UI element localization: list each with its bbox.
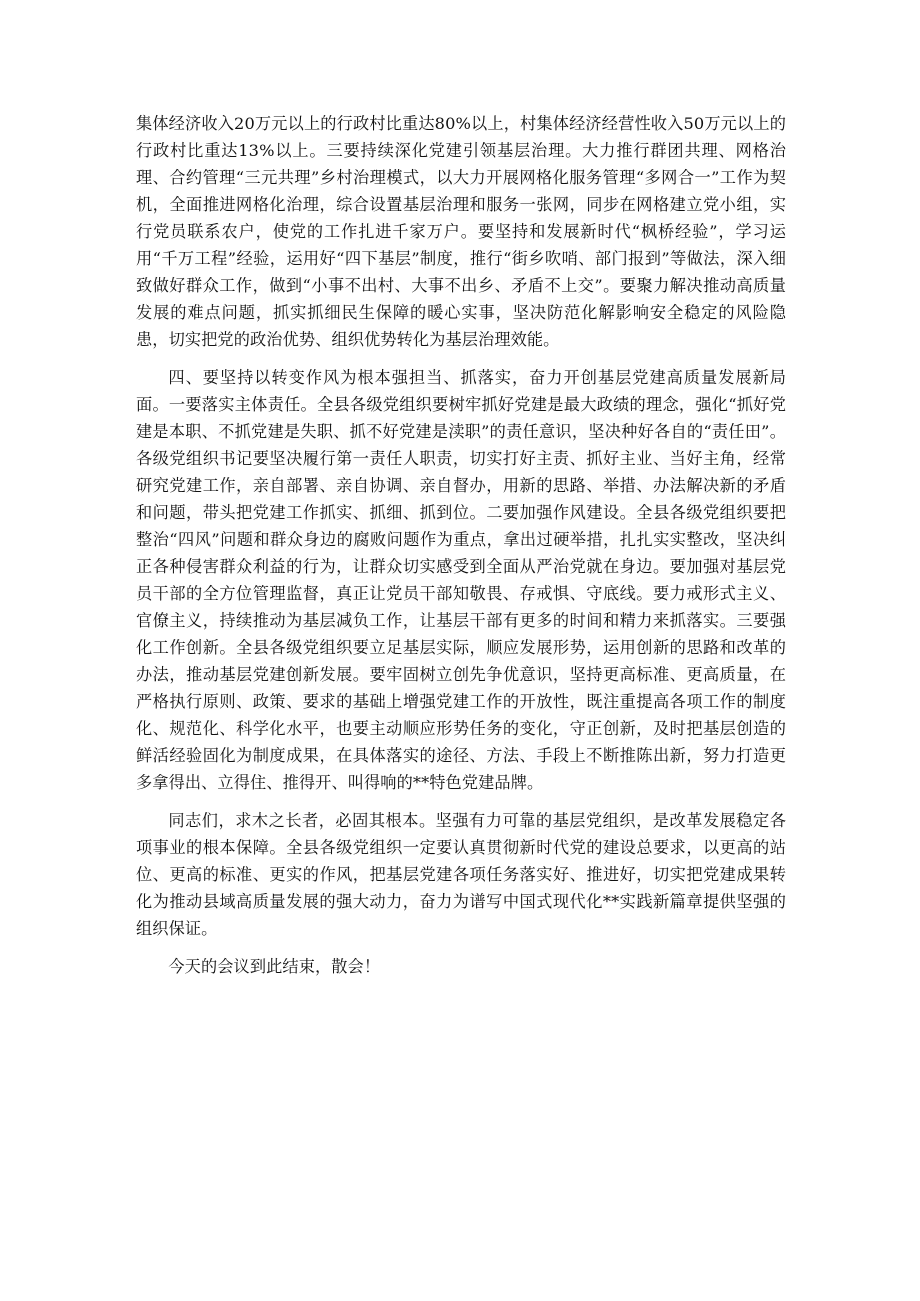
paragraph-closing: 今天的会议到此结束，散会！ <box>168 957 381 976</box>
paragraph-continuation: 集体经济收入20万元以上的行政村比重达80%以上，村集体经济经营性收入50万元以上的行政村比重达13%以上。三要持续深化党建引领基层治理。大力推行群团共理、网格治理、合约管理“三元共理”乡村治理模式，以大力开展网格化服务管理“多网合一”工作为契机，全面推进网格化治理，综合设置基层治理和服务一张网，同步在网格建立党小组，实行党员联系农户，使党的工作扎进千家万户。要坚持和发展新时代“枫桥经验”，学习运用“千万工程”经验，运用好“四下基层”制度，推行“街乡吹哨、部门报到”等做法，深入细致做好群众工作，做到“小事不出村、大事不出乡、矛盾不上交”。要聚力解决推动高质量发展的难点问题，抓实抓细民生保障的暖心实事，坚决防范化解影响安全稳定的风险隐患，切实把党的政治优势、组织优势转化为基层治理效能。 <box>136 114 786 349</box>
paragraph-section-four: 四、要坚持以转变作风为根本强担当、抓落实，奋力开创基层党建高质量发展新局面。一要落实主体责任。全县各级党组织要树牢抓好党建是最大政绩的理念，强化“抓好党建是本职、不抓党建是失职、抓不好党建是渎职”的责任意识，坚决种好各自的“责任田”。各级党组织书记要坚决履行第一责任人职责，切实打好主责、抓好主业、当好主角，经常研究党建工作，亲自部署、亲自协调、亲自督办，用新的思路、举措、办法解决新的矛盾和问题，带头把党建工作抓实、抓细、抓到位。二要加强作风建设。全县各级党组织要把整治“四风”问题和群众身边的腐败问题作为重点，拿出过硬举措，扎扎实实整改，坚决纠正各种侵害群众利益的行为，让群众切实感受到全面从严治党就在身边。要加强对基层党员干部的全方位管理监督，真正让党员干部知敬畏、存戒惧、守底线。要力戒形式主义、官僚主义，持续推动为基层减负工作，让基层干部有更多的时间和精力来抓落实。三要强化工作创新。全县各级党组织要立足基层实际，顺应发展形势，运用创新的思路和改革的办法，推动基层党建创新发展。要牢固树立创先争优意识，坚持更高标准、更高质量，在严格执行原则、政策、要求的基础上增强党建工作的开放性，既注重提高各项工作的制度化、规范化、科学化水平，也要主动顺应形势任务的变化，守正创新，及时把基层创造的鲜活经验固化为制度成果，在具体落实的途径、方法、手段上不断推陈出新，努力打造更多拿得出、立得住、推得开、叫得响的**特色党建品牌。 <box>136 368 786 792</box>
document-page <box>136 110 786 991</box>
paragraph-conclusion: 同志们，求木之长者，必固其根本。坚强有力可靠的基层党组织，是改革发展稳定各项事业的根本保障。全县各级党组织一定要认真贯彻新时代党的建设总要求，以更高的站位、更高的标准、更实的作风，把基层党建各项任务落实好、推进好，切实把党建成果转化为推动县域高质量发展的强大动力，奋力为谱写中国式现代化**实践新篇章提供坚强的组织保证。 <box>136 811 786 938</box>
